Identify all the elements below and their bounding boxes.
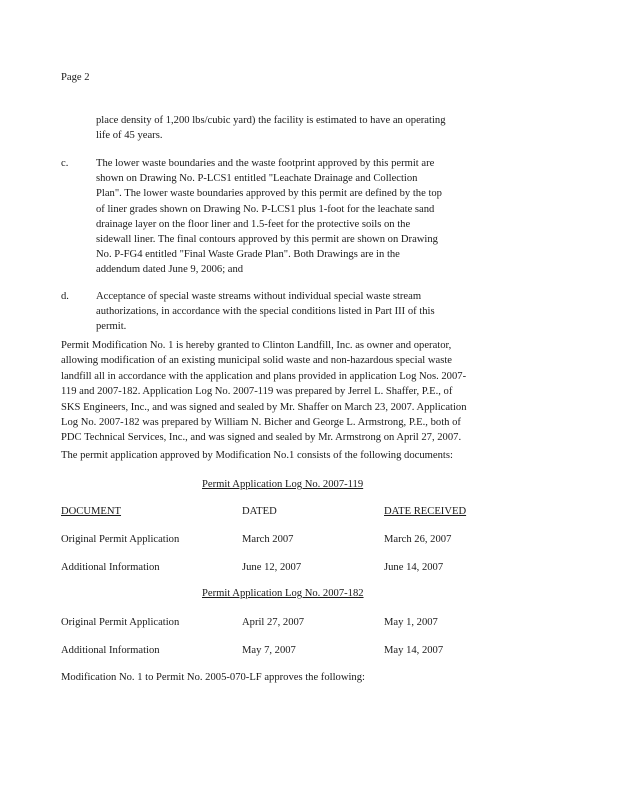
item-d-letter: d. <box>61 291 69 302</box>
text-line: sidewall liner. The final contours approved by this permit are shown on Drawing <box>96 234 438 246</box>
text-line: Plan". The lower waste boundaries approved by this permit are defined by the top <box>96 188 442 200</box>
text-line: permit. <box>96 321 127 333</box>
item-d-paragraph <box>96 289 435 335</box>
table-cell-received: May 1, 2007 <box>384 617 438 628</box>
table-cell-document: Additional Information <box>61 645 160 656</box>
table-cell-received: May 14, 2007 <box>384 645 444 656</box>
table-cell-dated: March 2007 <box>242 534 294 545</box>
log-header-2007-119: Permit Application Log No. 2007-119 <box>202 479 364 490</box>
column-header-date-received: DATE RECEIVED <box>384 506 467 517</box>
table-cell-document: Original Permit Application <box>61 617 180 628</box>
item-b-continuation <box>96 113 446 143</box>
item-c-letter: c. <box>61 158 69 169</box>
text-line: PDC Technical Services, Inc., and was signed and sealed by Mr. Armstrong on April 27, 2007. <box>61 432 462 444</box>
text-line: 119 and 2007-182. Application Log No. 2007-119 was prepared by Jerrel L. Shaffer, P.E., of <box>61 386 453 398</box>
text-line: No. P-FG4 entitled "Final Waste Grade Plan". Both Drawings are in the <box>96 249 400 261</box>
column-header-document: DOCUMENT <box>61 506 122 517</box>
item-c-paragraph <box>96 156 442 278</box>
table-cell-dated: May 7, 2007 <box>242 645 296 656</box>
closing-line: Modification No. 1 to Permit No. 2005-070-LF approves the following: <box>61 672 365 683</box>
column-header-dated: DATED <box>242 506 277 517</box>
text-line: of liner grades shown on Drawing No. P-LCS1 plus 1-foot for the leachate sand <box>96 203 435 215</box>
table-cell-document: Original Permit Application <box>61 534 180 545</box>
table-cell-dated: April 27, 2007 <box>242 617 305 628</box>
text-line: authorizations, in accordance with the special conditions listed in Part III of this <box>96 306 435 318</box>
table-cell-received: March 26, 2007 <box>384 534 452 545</box>
log-header-2007-182: Permit Application Log No. 2007-182 <box>202 588 364 599</box>
text-line: SKS Engineers, Inc., and was signed and sealed by Mr. Shaffer on March 23, 2007. Application <box>61 401 467 413</box>
table-cell-received: June 14, 2007 <box>384 562 444 573</box>
text-line: drainage layer on the floor liner and 1.5-feet for the protective soils on the <box>96 218 411 230</box>
page-number: Page 2 <box>61 72 90 83</box>
text-line: addendum dated June 9, 2006; and <box>96 264 244 276</box>
text-line: The lower waste boundaries and the waste footprint approved by this permit are <box>96 158 435 169</box>
table-cell-document: Additional Information <box>61 562 160 573</box>
text-line: Acceptance of special waste streams without individual special waste stream <box>96 291 422 302</box>
modification-paragraph <box>61 338 467 446</box>
text-line: allowing modification of an existing municipal solid waste and non-hazardous special waste <box>61 355 452 367</box>
documents-intro: The permit application approved by Modification No.1 consists of the following documents: <box>61 450 453 461</box>
text-line: Log No. 2007-182 was prepared by William N. Bicher and George L. Armstrong, P.E., both of <box>61 417 461 429</box>
text-line: life of 45 years. <box>96 130 163 142</box>
table-cell-dated: June 12, 2007 <box>242 562 302 573</box>
text-line: shown on Drawing No. P-LCS1 entitled "Leachate Drainage and Collection <box>96 173 418 185</box>
text-line: Permit Modification No. 1 is hereby granted to Clinton Landfill, Inc. as owner and operator, <box>61 340 452 351</box>
text-line: landfill all in accordance with the application and plans provided in application Log Nos. 2007- <box>61 370 467 382</box>
text-line: place density of 1,200 lbs/cubic yard) the facility is estimated to have an operating <box>96 115 446 126</box>
